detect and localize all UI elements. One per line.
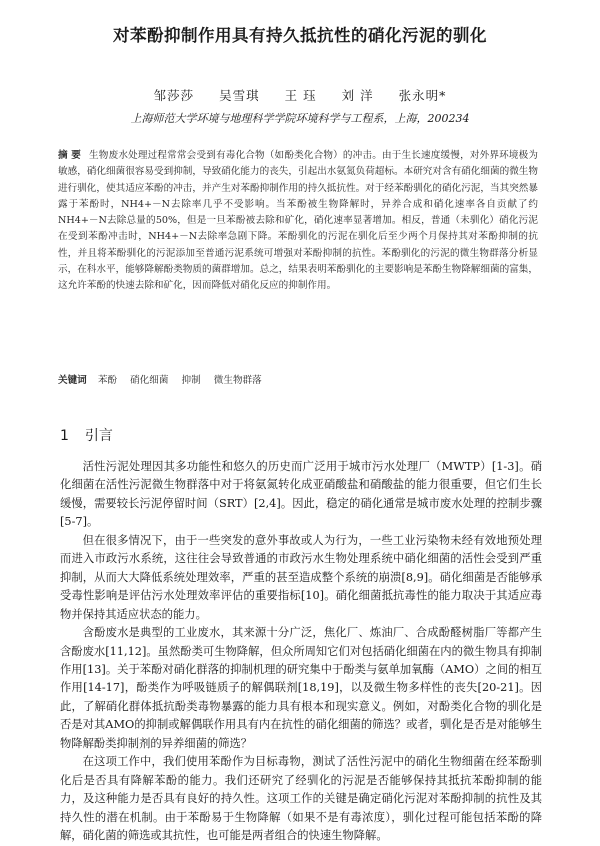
paragraph: 含酚废水是典型的工业废水，其来源十分广泛，焦化厂、炼油厂、合成酚醛树脂厂等都产生含酚废水[11,12]。虽然酚类可生物降解，但众所周知它们对包括硝化细菌在内的微生物具有抑制作用[13]。关于苯酚对硝化群落的抑制机理的研究集中于酚类与氨单加氧酶（AMO）之间的相互作用[14-17]，酚类作为呼吸链质子的解偶联剂[18,19]，以及微生物多样性的丧失[20-21]。因此，了解硝化群体抵抗酚类毒物暴露的能力具有根本和现实意义。例如，对酚类化合物的驯化是否是对其AMO的抑制或解偶联作用具有内在抗性的硝化细菌的筛选？或者，驯化是否是对能够生物降解酚类抑制剂的异养细菌的筛选？: [60, 626, 542, 750]
section-title: 引言: [84, 428, 113, 444]
abstract-block: [58, 148, 538, 295]
author-name: 王 珏: [284, 88, 317, 103]
paragraph: 在这项工作中，我们使用苯酚作为目标毒物，测试了活性污泥中的硝化生物细菌在经苯酚驯化后是否具有降解苯酚的能力。我们还研究了经驯化的污泥是否能够保持其抵抗苯酚抑制的能力，及这种能力是否具有良好的持久性。这项工作的关键是确定硝化污泥对苯酚抑制的抗性及其持久性的潜在机制。由于苯酚易于生物降解（如果不是有毒浓度），驯化过程可能包括苯酚的降解，硝化菌的筛选或其抗性，也可能是两者组合的快速生物降解。: [60, 755, 542, 843]
affiliation: 上海师范大学环境与地理科学学院环境科学与工程系，上海，200234: [130, 112, 470, 125]
paragraph: 活性污泥处理因其多功能性和悠久的历史而广泛用于城市污水处理厂（MWTP）[1-3]。硝化细菌在活性污泥微生物群落中对于将氨氮转化成亚硝酸盐和硝酸盐的能力很重要，但它们生长缓慢，需要较长污泥停留时间（SRT）[2,4]。因此，稳定的硝化通常是城市废水处理的控制步骤[5-7]。: [60, 460, 542, 529]
author-name: 刘 洋: [341, 88, 374, 103]
keywords-label: 关键词: [58, 375, 87, 386]
keyword: 硝化细菌: [130, 375, 169, 386]
author-list: [0, 86, 600, 104]
author-name: 邹莎莎: [153, 88, 195, 103]
body-text: [60, 458, 542, 846]
author-name: 张永明*: [398, 88, 447, 103]
keyword: 苯酚: [97, 375, 118, 386]
author-name: 吴雪琪: [219, 88, 260, 103]
keyword: 微生物群落: [213, 375, 262, 386]
keywords-block: [58, 374, 538, 388]
paragraph: 但在很多情况下，由于一些突发的意外事故或人为行为，一些工业污染物未经有效地预处理而进入市政污水系统，这往往会导致普通的市政污水生物处理系统中硝化细菌的活性会受到严重抑制，从而大大降低系统处理效率，严重的甚至造成整个系统的崩溃[8,9]。硝化细菌是否能够承受毒性影响是评估污水处理效率评估的重要指标[10]。硝化细菌抵抗毒性的能力取决于其适应毒物并保持其适应状态的能力。: [60, 533, 542, 621]
section-heading: [60, 425, 113, 445]
abstract-label: 摘 要: [58, 150, 82, 161]
abstract-text: 生物废水处理过程常常会受到有毒化合物（如酚类化合物）的冲击。由于生长速度缓慢，对外界环境极为敏感，硝化细菌很容易受到抑制，导致硝化能力的丧失，引起出水氨氮负荷超标。本研究对含有硝化细菌的微生物进行驯化，使其适应苯酚的冲击，并产生对苯酚抑制作用的持久抵抗性。对于经苯酚驯化的硝化污泥，当其突然暴露于苯酚时，NH4+－N去除率几乎不受影响。当苯酚被生物降解时，异养合成和硝化速率各自贡献了约NH4+－N去除总量的50%，但是一旦苯酚被去除和矿化，硝化速率显著增加。相反，普通（未驯化）硝化污泥在受到苯酚冲击时，NH4+－N去除率急剧下降。苯酚驯化的污泥在驯化后至少两个月保持其对苯酚抑制的抗性，并且将苯酚驯化的污泥添加至普通污泥系统可增强对苯酚抑制的抗性。苯酚驯化的污泥的微生物群落分析显示，在科水平，能够降解酚类物质的菌群增加。总之，结果表明苯酚驯化的主要影响是苯酚生物降解细菌的富集，这允许苯酚的快速去除和矿化，因而降低对硝化反应的抑制作用。: [58, 150, 539, 292]
keyword: 抑制: [181, 375, 201, 386]
paper-title: 对苯酚抑制作用具有持久抵抗性的硝化污泥的驯化: [113, 26, 487, 45]
section-number: 1: [60, 428, 69, 444]
